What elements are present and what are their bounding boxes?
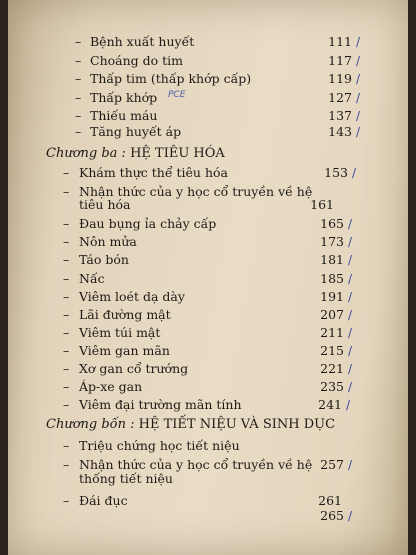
check-mark: / [348, 380, 353, 394]
entry-dash: – [63, 252, 70, 267]
entry-label: Đau bụng ỉa chảy cấp [79, 216, 217, 231]
entry-page-number: 117 [328, 53, 352, 68]
entry-label: Viêm loét dạ dày [79, 289, 185, 304]
entry-label: Bệnh xuất huyết [90, 34, 195, 49]
entry-page-number: 261 [318, 493, 342, 508]
check-mark: / [348, 253, 353, 267]
chapter-heading [8, 415, 408, 435]
entry-page-number: 265 [320, 508, 344, 523]
toc-entry [8, 195, 408, 215]
toc-entry [8, 377, 408, 397]
chapter-title: HỆ TIẾT NIỆU VÀ SINH DỤC [138, 417, 336, 432]
check-mark: / [356, 91, 361, 105]
entry-page-number: 215 [320, 343, 344, 358]
toc-entry [8, 32, 408, 52]
toc-entry [8, 287, 408, 307]
check-mark: / [348, 509, 353, 523]
entry-label: Nhận thức của y học cổ truyền về hệ [79, 184, 313, 199]
entry-dash: – [63, 234, 70, 249]
check-mark: / [348, 362, 353, 376]
entry-label: Thấp khớp [90, 90, 158, 105]
book-page [8, 0, 408, 555]
entry-dash: – [63, 165, 70, 180]
toc-entry [8, 214, 408, 234]
entry-label: Viêm đại trường mãn tính [79, 397, 242, 412]
toc-entry [8, 305, 408, 325]
check-mark: / [348, 272, 353, 286]
entry-page-number: 191 [320, 289, 344, 304]
entry-page-number: 161 [310, 197, 334, 212]
check-mark: / [348, 290, 353, 304]
entry-label: Thiếu máu [90, 108, 158, 123]
check-mark: / [356, 72, 361, 86]
check-mark: / [356, 54, 361, 68]
entry-page-number: 221 [320, 361, 344, 376]
entry-dash: – [63, 289, 70, 304]
entry-page-number: 173 [320, 234, 344, 249]
toc-entry [8, 88, 408, 108]
toc-entry [8, 436, 408, 456]
entry-page-number: 181 [320, 252, 344, 267]
entry-label: Xơ gan cổ trướng [79, 361, 189, 376]
entry-label: Áp-xe gan [79, 379, 143, 394]
entry-dash: – [63, 361, 70, 376]
toc-entry [8, 51, 408, 71]
check-mark: / [348, 344, 353, 358]
entry-page-number: 185 [320, 271, 344, 286]
entry-dash: – [63, 325, 70, 340]
entry-page-number: 127 [328, 90, 352, 105]
entry-label: thống tiết niệu [79, 471, 173, 486]
entry-dash: – [75, 34, 82, 49]
chapter-prefix: Chương bốn : [46, 417, 135, 432]
entry-page-number: 111 [328, 34, 352, 49]
entry-label: Táo bón [79, 252, 129, 267]
toc-entry [8, 232, 408, 252]
entry-label: Choáng do tim [90, 53, 183, 68]
entry-dash: – [75, 124, 82, 139]
check-mark: / [356, 109, 361, 123]
entry-dash: – [63, 343, 70, 358]
entry-label: Triệu chứng học tiết niệu [79, 438, 240, 453]
entry-label: Đái đục [79, 493, 128, 508]
toc-entry [8, 359, 408, 379]
entry-dash: – [63, 271, 70, 286]
entry-label: Thấp tim (thấp khớp cấp) [90, 71, 252, 86]
entry-page-number: 165 [320, 216, 344, 231]
entry-dash: – [75, 71, 82, 86]
entry-page-number: 119 [328, 71, 352, 86]
entry-label: Lãi đường mật [79, 307, 171, 322]
entry-dash: – [63, 397, 70, 412]
toc-entry [8, 269, 408, 289]
entry-dash: – [63, 184, 70, 199]
check-mark: / [356, 35, 361, 49]
toc-entry [8, 469, 408, 489]
chapter-title: HỆ TIÊU HÓA [130, 146, 225, 161]
check-mark: / [346, 398, 351, 412]
entry-dash: – [63, 493, 70, 508]
check-mark: / [348, 326, 353, 340]
entry-page-number: 211 [320, 325, 344, 340]
check-mark: / [348, 217, 353, 231]
entry-dash: – [63, 438, 70, 453]
entry-label: Nôn mửa [79, 234, 137, 249]
entry-dash: – [75, 108, 82, 123]
handwritten-note: PCE [168, 90, 186, 100]
entry-dash: – [63, 457, 70, 472]
entry-dash: – [75, 90, 82, 105]
check-mark: / [348, 308, 353, 322]
toc-entry [8, 395, 408, 415]
entry-dash: – [63, 216, 70, 231]
entry-page-number: 207 [320, 307, 344, 322]
entry-page-number: 257 [320, 457, 344, 472]
toc-entry [8, 250, 408, 270]
check-mark: / [348, 235, 353, 249]
toc-entry [8, 506, 408, 526]
check-mark: / [352, 166, 357, 180]
toc-entry [8, 341, 408, 361]
entry-label: Viêm gan mãn [79, 343, 170, 358]
toc-entry [8, 163, 408, 183]
entry-page-number: 137 [328, 108, 352, 123]
entry-dash: – [63, 379, 70, 394]
entry-label: Nhận thức của y học cổ truyền về hệ [79, 457, 313, 472]
entry-page-number: 143 [328, 124, 352, 139]
entry-dash: – [75, 53, 82, 68]
entry-label: Viêm túi mật [79, 325, 161, 340]
toc-entry [8, 69, 408, 89]
entry-page-number: 235 [320, 379, 344, 394]
chapter-heading [8, 144, 408, 164]
entry-dash: – [63, 307, 70, 322]
toc-entry [8, 323, 408, 343]
entry-label: Nấc [79, 271, 105, 286]
check-mark: / [348, 458, 353, 472]
check-mark: / [356, 125, 361, 139]
entry-label: tiêu hóa [79, 197, 131, 212]
entry-label: Khám thực thể tiêu hóa [79, 165, 228, 180]
entry-page-number: 241 [318, 397, 342, 412]
chapter-prefix: Chương ba : [46, 146, 126, 161]
toc-entry [8, 122, 408, 142]
entry-label: Tăng huyết áp [90, 124, 182, 139]
entry-page-number: 153 [324, 165, 348, 180]
